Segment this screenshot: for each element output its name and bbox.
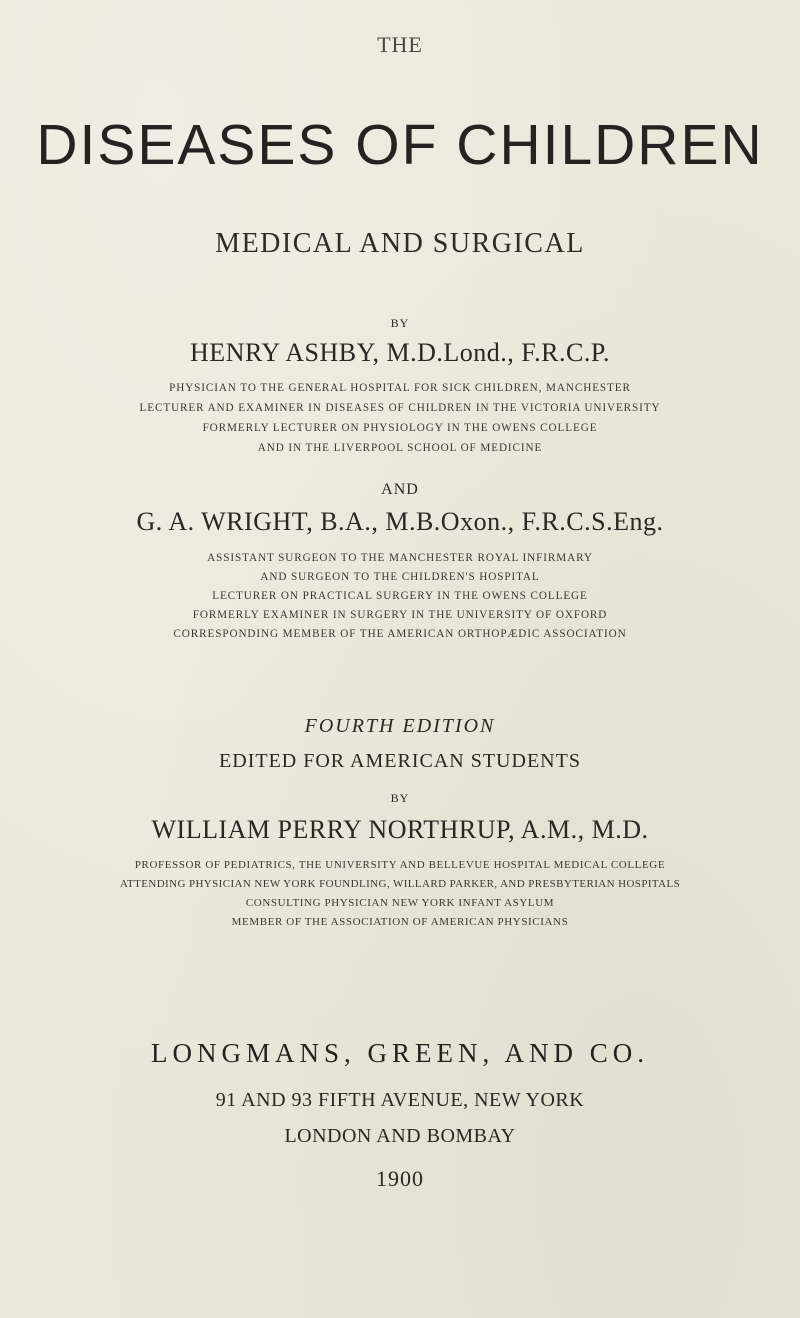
and-label: AND [381,481,419,498]
edited-for-label: EDITED FOR AMERICAN STUDENTS [219,750,581,772]
editor-name: WILLIAM PERRY NORTHRUP, A.M., M.D. [151,815,649,844]
publisher-cities: LONDON AND BOMBAY [284,1125,516,1147]
publisher-name: LONGMANS, GREEN, AND CO. [150,1038,649,1068]
book-title: DISEASES OF CHILDREN [36,113,764,177]
author-1-name: HENRY ASHBY, M.D.Lond., F.R.C.P. [190,338,610,367]
author-2-credential: ASSISTANT SURGEON TO THE MANCHESTER ROYAL INFIRMARY [207,552,593,564]
author-1-credential: AND IN THE LIVERPOOL SCHOOL OF MEDICINE [257,442,543,454]
editor-credential: CONSULTING PHYSICIAN NEW YORK INFANT ASYLUM [245,897,555,909]
editor-credential: ATTENDING PHYSICIAN NEW YORK FOUNDLING, WILLARD PARKER, AND PRESBYTERIAN HOSPITALS [119,878,681,890]
by-label-1: BY [390,316,410,330]
author-1-credential: LECTURER AND EXAMINER IN DISEASES OF CHILDREN IN THE VICTORIA UNIVERSITY [139,402,661,414]
edition-label: FOURTH EDITION [304,715,496,737]
editor-credential: MEMBER OF THE ASSOCIATION OF AMERICAN PHYSICIANS [231,916,569,928]
author-2-name: G. A. WRIGHT, B.A., M.B.Oxon., F.R.C.S.Eng. [136,507,664,536]
author-1-credential: PHYSICIAN TO THE GENERAL HOSPITAL FOR SICK CHILDREN, MANCHESTER [169,382,631,394]
publication-year: 1900 [376,1166,424,1191]
author-2-credential: CORRESPONDING MEMBER OF THE AMERICAN ORTHOPÆDIC ASSOCIATION [173,628,627,640]
book-subtitle: MEDICAL AND SURGICAL [215,228,585,259]
publisher-address: 91 AND 93 FIFTH AVENUE, NEW YORK [215,1089,585,1111]
by-label-2: BY [390,791,410,805]
author-2-credential: FORMERLY EXAMINER IN SURGERY IN THE UNIVERSITY OF OXFORD [192,609,608,621]
the-word: THE [377,32,423,57]
author-2-credential: LECTURER ON PRACTICAL SURGERY IN THE OWENS COLLEGE [212,590,588,602]
author-2-credential: AND SURGEON TO THE CHILDREN'S HOSPITAL [260,571,540,583]
author-1-credential: FORMERLY LECTURER ON PHYSIOLOGY IN THE OWENS COLLEGE [202,422,598,434]
editor-credential: PROFESSOR OF PEDIATRICS, THE UNIVERSITY AND BELLEVUE HOSPITAL MEDICAL COLLEGE [134,859,666,871]
